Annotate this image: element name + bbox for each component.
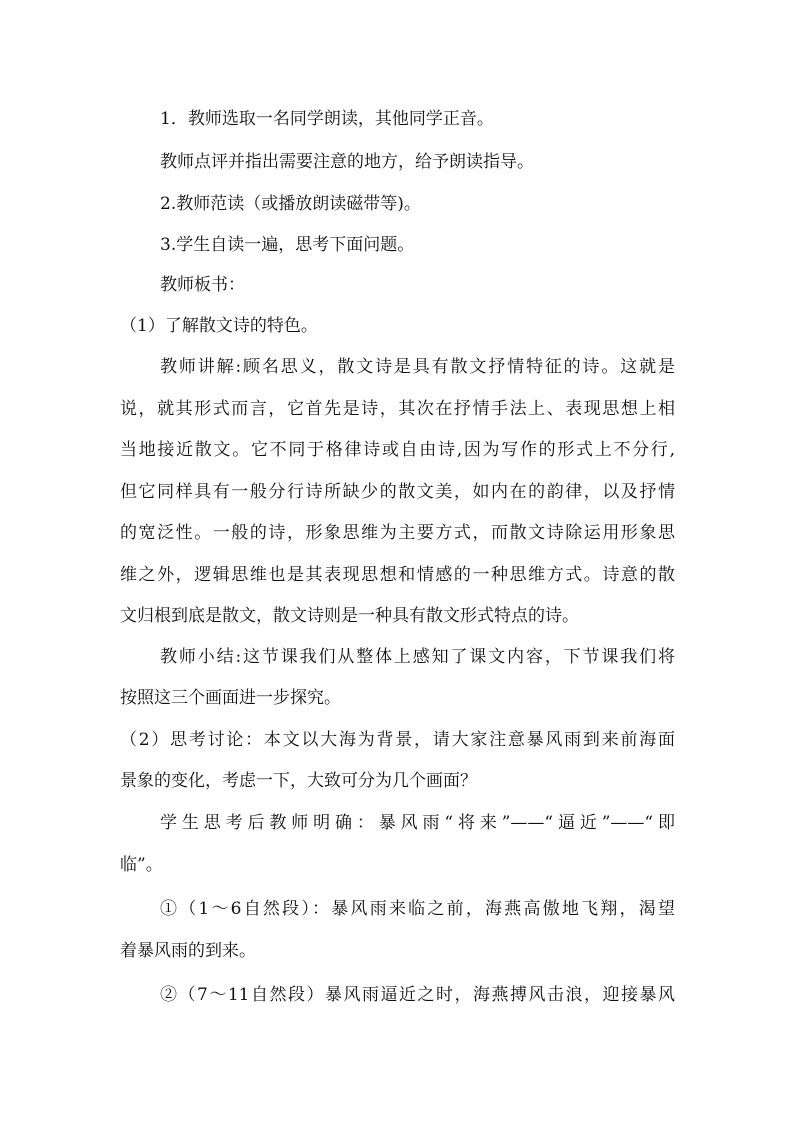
- discussion-line: 景象的变化，考虑一下，大致可分为几个画面？: [120, 771, 477, 791]
- scene-2-line: ②（7～11自然段）暴风雨逼近之时，海燕搏风击浪，迎接暴风: [160, 985, 675, 1005]
- paragraph-1: 1．教师选取一名同学朗读，其他同学正音。: [160, 109, 494, 129]
- paragraph-2: 教师点评并指出需要注意的地方，给予朗读指导。: [160, 152, 534, 172]
- explanation-line: 维之外，逻辑思维也是其表现思想和情感的一种思维方式。诗意的散: [120, 565, 675, 585]
- explanation-line: 但它同样具有一般分行诗所缺少的散文美，如内在的韵律，以及抒情: [120, 482, 675, 502]
- section-heading-1: （1）了解散文诗的特色。: [120, 316, 318, 336]
- scene-1-line: ①（1～6自然段）：暴风雨来临之前，海燕高傲地飞翔，渴望: [160, 899, 675, 919]
- summary-line: 教师小结:这节课我们从整体上感知了课文内容，下节课我们将: [160, 647, 675, 667]
- scene-1-line: 着暴风雨的到来。: [120, 941, 256, 961]
- explanation-line: 当地接近散文。它不同于格律诗或自由诗,因为写作的形式上不分行,: [120, 440, 675, 460]
- explanation-line: 的宽泛性。一般的诗，形象思维为主要方式，而散文诗除运用形象思: [120, 523, 675, 543]
- paragraph-4: 3.学生自读一遍，思考下面问题。: [160, 235, 415, 255]
- teacher-answer-line: 学生思考后教师明确：暴风雨“将来”——“逼近”——“即: [160, 813, 675, 833]
- teacher-answer-line: 临”。: [120, 855, 163, 875]
- discussion-line: （2）思考讨论：本文以大海为背景，请大家注意暴风雨到来前海面: [120, 730, 675, 750]
- paragraph-5: 教师板书：: [160, 275, 245, 295]
- explanation-line: 说，就其形式而言，它首先是诗，其次在抒情手法上、表现思想上相: [120, 399, 675, 419]
- summary-line: 按照这三个画面进一步探究。: [120, 688, 341, 708]
- paragraph-3: 2.教师范读（或播放朗读磁带等)。: [160, 194, 421, 214]
- explanation-line: 文归根到底是散文，散文诗则是一种具有散文形式特点的诗。: [120, 606, 579, 626]
- explanation-line: 教师讲解:顾名思义，散文诗是具有散文抒情特征的诗。这就是: [160, 357, 675, 377]
